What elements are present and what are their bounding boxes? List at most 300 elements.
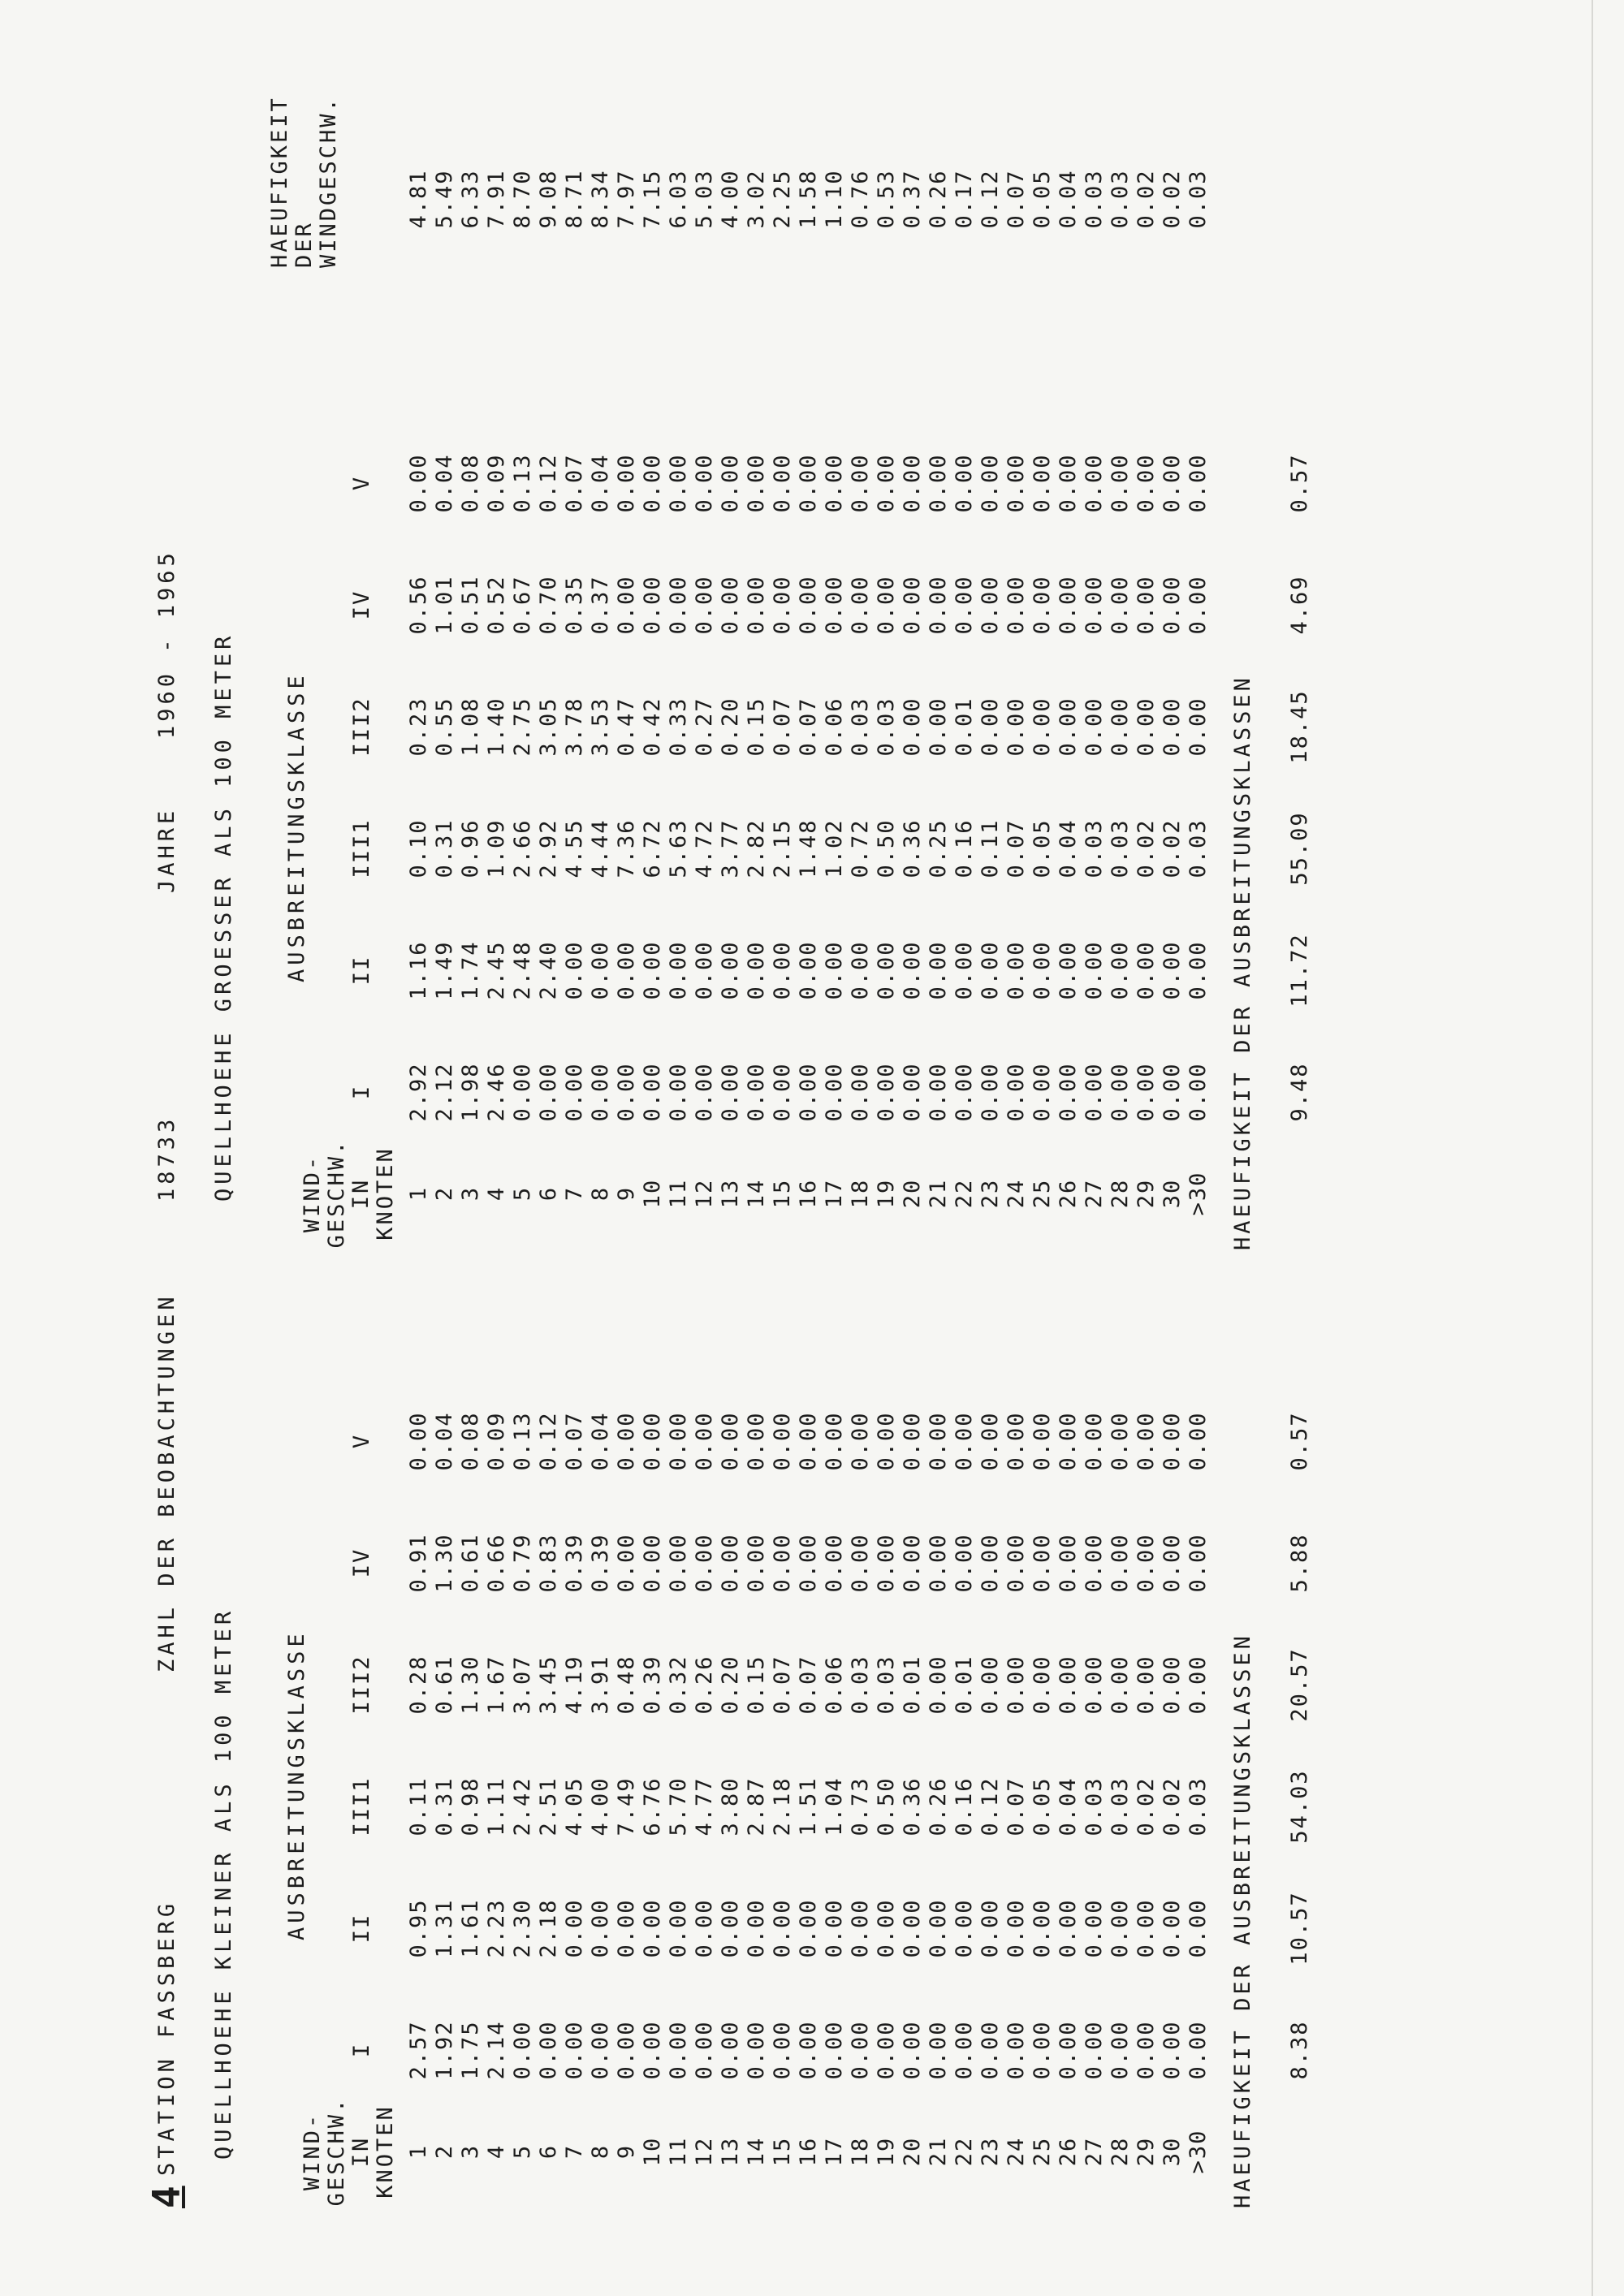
- value-cell: 0.00: [1108, 1062, 1133, 1122]
- value-cell: 0.00: [614, 2020, 639, 2080]
- value-cell: 0.00: [718, 575, 743, 635]
- wind-speed-cell: 13: [718, 1178, 743, 1209]
- value-cell: 3.77: [718, 818, 743, 878]
- table-row: [822, 1193, 848, 2208]
- value-cell: 0.00: [874, 1533, 899, 1593]
- wind-frequency-value: 0.37: [900, 169, 925, 229]
- summary-value: 11.72: [1287, 933, 1312, 1008]
- value-cell: 0.00: [536, 1062, 561, 1122]
- summary-value: 5.88: [1287, 1533, 1312, 1593]
- summary-value: 54.03: [1287, 1769, 1312, 1844]
- value-cell: 1.16: [406, 940, 431, 1000]
- table-row: [614, 1193, 640, 2208]
- value-cell: 0.00: [978, 2020, 1003, 2080]
- wind-speed-header: [300, 2095, 398, 2208]
- table-row: [718, 235, 744, 1250]
- value-cell: 0.00: [718, 940, 743, 1000]
- table-row: [874, 235, 900, 1250]
- value-cell: 0.00: [614, 453, 639, 513]
- value-cell: 0.03: [1186, 1776, 1211, 1836]
- value-cell: 0.00: [926, 1655, 951, 1715]
- value-cell: 0.98: [458, 1776, 483, 1836]
- value-cell: 0.04: [432, 1411, 457, 1471]
- value-cell: 0.00: [1186, 2020, 1211, 2080]
- wind-speed-cell: 24: [1004, 2136, 1029, 2167]
- value-cell: 0.00: [926, 940, 951, 1000]
- value-cell: 3.80: [718, 1776, 743, 1836]
- value-cell: 0.00: [562, 1062, 587, 1122]
- value-cell: 0.00: [1004, 1533, 1029, 1593]
- value-cell: 0.83: [536, 1533, 561, 1593]
- value-cell: 0.00: [770, 1533, 795, 1593]
- value-cell: 0.00: [692, 1533, 717, 1593]
- table-row: [562, 235, 588, 1250]
- wind-frequency-value: 1.10: [822, 169, 847, 229]
- wind-speed-cell: 3: [458, 2143, 483, 2160]
- wind-frequency-value: 3.02: [744, 169, 769, 229]
- wind-speed-cell: >30: [1186, 2129, 1211, 2174]
- value-cell: 0.00: [926, 697, 951, 757]
- value-cell: 0.01: [952, 697, 977, 757]
- table-row: [614, 235, 640, 1250]
- value-cell: 0.04: [1056, 1776, 1081, 1836]
- table-row: [848, 235, 874, 1250]
- value-cell: 0.00: [822, 940, 847, 1000]
- value-cell: 0.04: [588, 1411, 613, 1471]
- column-header: V: [349, 475, 374, 491]
- value-cell: 0.00: [848, 453, 873, 513]
- value-cell: 0.00: [692, 940, 717, 1000]
- value-cell: 0.00: [1030, 1898, 1055, 1958]
- wind-speed-cell: 25: [1030, 1178, 1055, 1209]
- table-row: [1056, 1193, 1082, 2208]
- value-cell: 0.02: [1134, 1776, 1159, 1836]
- value-cell: 0.96: [458, 818, 483, 878]
- value-cell: 0.79: [510, 1533, 535, 1593]
- summary-value: 0.57: [1287, 1411, 1312, 1471]
- value-cell: 0.00: [1030, 575, 1055, 635]
- value-cell: 0.00: [900, 697, 925, 757]
- value-cell: 0.00: [666, 1062, 691, 1122]
- table-row: [588, 235, 614, 1250]
- value-cell: 0.00: [1134, 575, 1159, 635]
- value-cell: 0.11: [406, 1776, 431, 1836]
- value-cell: 2.51: [536, 1776, 561, 1836]
- value-cell: 0.02: [1160, 1776, 1185, 1836]
- value-cell: 0.00: [1082, 2020, 1107, 2080]
- value-cell: 0.55: [432, 697, 457, 757]
- table-row: [1082, 1193, 1108, 2208]
- value-cell: 0.00: [666, 453, 691, 513]
- table-row: [1186, 1193, 1212, 2208]
- value-cell: 0.00: [1186, 1898, 1211, 1958]
- value-cell: 7.36: [614, 818, 639, 878]
- wind-frequency-value: 0.03: [1186, 169, 1211, 229]
- summary-value: 9.48: [1287, 1062, 1312, 1122]
- value-cell: 0.00: [848, 1533, 873, 1593]
- value-cell: 0.00: [666, 575, 691, 635]
- value-cell: 0.00: [900, 1062, 925, 1122]
- value-cell: 0.00: [510, 2020, 535, 2080]
- value-cell: 0.26: [926, 1776, 951, 1836]
- value-cell: 0.00: [1134, 1533, 1159, 1593]
- value-cell: 0.00: [614, 1411, 639, 1471]
- wind-speed-cell: 9: [614, 1185, 639, 1202]
- wind-frequency-value: 0.53: [874, 169, 899, 229]
- value-cell: 0.00: [1004, 575, 1029, 635]
- value-cell: 0.00: [666, 1411, 691, 1471]
- value-cell: 2.18: [536, 1898, 561, 1958]
- value-cell: 1.48: [796, 818, 821, 878]
- wind-speed-cell: 5: [510, 2143, 535, 2160]
- value-cell: 0.61: [432, 1655, 457, 1715]
- value-cell: 0.03: [1082, 1776, 1107, 1836]
- value-cell: 0.16: [952, 818, 977, 878]
- value-cell: 0.00: [744, 453, 769, 513]
- value-cell: 4.44: [588, 818, 613, 878]
- value-cell: 0.00: [822, 1411, 847, 1471]
- value-cell: 2.18: [770, 1776, 795, 1836]
- page-edge-line: [1592, 0, 1593, 2296]
- value-cell: 0.07: [796, 1655, 821, 1715]
- value-cell: 0.00: [588, 1898, 613, 1958]
- table-row: [692, 235, 718, 1250]
- value-cell: 1.01: [432, 575, 457, 635]
- value-cell: 2.48: [510, 940, 535, 1000]
- value-cell: 0.00: [952, 1062, 977, 1122]
- value-cell: 0.42: [640, 697, 665, 757]
- value-cell: 0.00: [900, 575, 925, 635]
- value-cell: 0.00: [978, 453, 1003, 513]
- summary-row: [1287, 235, 1320, 1250]
- value-cell: 0.01: [900, 1655, 925, 1715]
- value-cell: 0.05: [1030, 1776, 1055, 1836]
- value-cell: 0.00: [952, 940, 977, 1000]
- value-cell: 0.00: [1160, 1411, 1185, 1471]
- table-row: [796, 1193, 822, 2208]
- value-cell: 0.03: [874, 1655, 899, 1715]
- value-cell: 0.03: [874, 697, 899, 757]
- table-title: QUELLHOEHE GROESSER ALS 100 METER: [211, 632, 236, 1202]
- value-cell: 2.82: [744, 818, 769, 878]
- wind-speed-cell: 10: [640, 2136, 665, 2167]
- rotated-printout: [130, 32, 1364, 2208]
- value-cell: 0.02: [1134, 818, 1159, 878]
- value-cell: 0.28: [406, 1655, 431, 1715]
- value-cell: 0.03: [1108, 1776, 1133, 1836]
- wind-speed-cell: 15: [770, 1178, 795, 1209]
- value-cell: 0.09: [484, 453, 509, 513]
- table-row: [640, 1193, 666, 2208]
- wind-frequency-value: 0.07: [1004, 169, 1029, 229]
- table-body: [406, 235, 1212, 1250]
- value-cell: 0.00: [1160, 1898, 1185, 1958]
- value-cell: 0.00: [1186, 1411, 1211, 1471]
- value-cell: 2.92: [536, 818, 561, 878]
- value-cell: 0.00: [1108, 453, 1133, 513]
- wind-speed-header-line: WIND-: [300, 1154, 325, 1233]
- value-cell: 0.00: [562, 2020, 587, 2080]
- value-cell: 0.00: [848, 1411, 873, 1471]
- table-row: [1030, 235, 1056, 1250]
- value-cell: 0.00: [640, 1062, 665, 1122]
- table-row: [406, 235, 432, 1250]
- wind-speed-cell: 2: [432, 2143, 457, 2160]
- wind-frequency-value: 1.58: [796, 169, 821, 229]
- value-cell: 0.00: [1056, 1411, 1081, 1471]
- wind-speed-cell: 2: [432, 1185, 457, 1202]
- wind-speed-cell: 25: [1030, 2136, 1055, 2167]
- value-cell: 0.00: [614, 1898, 639, 1958]
- value-cell: 0.00: [926, 1898, 951, 1958]
- value-cell: 1.30: [432, 1533, 457, 1593]
- value-cell: 0.00: [900, 940, 925, 1000]
- value-cell: 0.00: [978, 1533, 1003, 1593]
- value-cell: 1.31: [432, 1898, 457, 1958]
- value-cell: 2.66: [510, 818, 535, 878]
- value-cell: 0.00: [1134, 1062, 1159, 1122]
- value-cell: 2.57: [406, 2020, 431, 2080]
- value-cell: 0.00: [536, 2020, 561, 2080]
- value-cell: 0.52: [484, 575, 509, 635]
- value-cell: 0.00: [1004, 1411, 1029, 1471]
- value-cell: 0.70: [536, 575, 561, 635]
- value-cell: 0.00: [796, 1898, 821, 1958]
- value-cell: 0.00: [1082, 697, 1107, 757]
- value-cell: 0.00: [614, 575, 639, 635]
- wind-frequency-value: 0.02: [1160, 169, 1185, 229]
- value-cell: 0.00: [1030, 940, 1055, 1000]
- table-row: [874, 1193, 900, 2208]
- wind-frequency-value: 0.17: [952, 169, 977, 229]
- table-row: [484, 1193, 510, 2208]
- value-cell: 0.00: [744, 1062, 769, 1122]
- value-cell: 0.07: [770, 1655, 795, 1715]
- value-cell: 0.06: [822, 1655, 847, 1715]
- value-cell: 0.00: [744, 1898, 769, 1958]
- wind-speed-cell: 16: [796, 2136, 821, 2167]
- wind-speed-cell: 24: [1004, 1178, 1029, 1209]
- wind-speed-header-line: GESCHW.: [324, 1138, 349, 1249]
- table-row: [744, 235, 770, 1250]
- table-row: [1160, 1193, 1186, 2208]
- table-row: [510, 235, 536, 1250]
- value-cell: 2.92: [406, 1062, 431, 1122]
- summary-value: 20.57: [1287, 1647, 1312, 1722]
- value-cell: 0.12: [978, 1776, 1003, 1836]
- wind-frequency-value: 8.71: [562, 169, 587, 229]
- value-cell: 0.66: [484, 1533, 509, 1593]
- value-cell: 0.00: [926, 1411, 951, 1471]
- wind-speed-cell: 28: [1108, 1178, 1133, 1209]
- value-cell: 0.00: [926, 1062, 951, 1122]
- wind-frequency-value: 2.25: [770, 169, 795, 229]
- page-number: 4: [145, 2186, 188, 2208]
- value-cell: 6.72: [640, 818, 665, 878]
- value-cell: 0.00: [978, 697, 1003, 757]
- wind-speed-cell: 10: [640, 1178, 665, 1209]
- value-cell: 0.00: [588, 2020, 613, 2080]
- value-cell: 0.00: [1030, 1533, 1055, 1593]
- value-cell: 1.49: [432, 940, 457, 1000]
- value-cell: 0.50: [874, 818, 899, 878]
- value-cell: 0.00: [1160, 1533, 1185, 1593]
- value-cell: 0.00: [1030, 1411, 1055, 1471]
- value-cell: 0.03: [848, 697, 873, 757]
- value-cell: 0.00: [1004, 940, 1029, 1000]
- value-cell: 1.51: [796, 1776, 821, 1836]
- value-cell: 0.00: [952, 1411, 977, 1471]
- value-cell: 1.98: [458, 1062, 483, 1122]
- column-header: V: [349, 1433, 374, 1449]
- wind-speed-cell: 30: [1160, 1178, 1185, 1209]
- value-cell: 0.09: [484, 1411, 509, 1471]
- value-cell: 0.00: [744, 2020, 769, 2080]
- value-cell: 0.00: [1160, 1655, 1185, 1715]
- table-row: [1056, 235, 1082, 1250]
- value-cell: 0.00: [822, 575, 847, 635]
- table-high-source: [211, 235, 1364, 1250]
- wind-speed-cell: 20: [900, 2136, 925, 2167]
- value-cell: 0.00: [666, 1898, 691, 1958]
- value-cell: 0.00: [1056, 1062, 1081, 1122]
- wind-frequency-value: 0.12: [978, 169, 1003, 229]
- wind-frequency-header-line: HAEUFIGKEIT: [267, 96, 292, 268]
- summary-value: 10.57: [1287, 1891, 1312, 1966]
- value-cell: 0.23: [406, 697, 431, 757]
- value-cell: 0.00: [640, 1411, 665, 1471]
- wind-speed-header-line: GESCHW.: [324, 2096, 349, 2207]
- wind-frequency-value: 0.05: [1030, 169, 1055, 229]
- value-cell: 1.30: [458, 1655, 483, 1715]
- value-cell: 0.00: [1004, 1898, 1029, 1958]
- wind-speed-cell: 21: [926, 1178, 951, 1209]
- wind-speed-cell: 17: [822, 1178, 847, 1209]
- summary-value: 0.57: [1287, 453, 1312, 513]
- value-cell: 0.00: [1186, 1062, 1211, 1122]
- value-cell: 0.00: [900, 453, 925, 513]
- wind-speed-cell: 12: [692, 2136, 717, 2167]
- value-cell: 0.39: [562, 1533, 587, 1593]
- wind-frequency-value: 0.04: [1056, 169, 1081, 229]
- value-cell: 0.00: [796, 940, 821, 1000]
- table-row: [1134, 235, 1160, 1250]
- value-cell: 0.00: [1082, 940, 1107, 1000]
- value-cell: 1.74: [458, 940, 483, 1000]
- value-cell: 0.03: [1108, 818, 1133, 878]
- value-cell: 0.56: [406, 575, 431, 635]
- value-cell: 0.31: [432, 818, 457, 878]
- summary-title: HAEUFIGKEIT DER AUSBREITUNGSKLASSEN: [1230, 1633, 1255, 2208]
- value-cell: 0.00: [1030, 2020, 1055, 2080]
- wind-speed-cell: 23: [978, 1178, 1003, 1209]
- table-row: [1186, 235, 1212, 1250]
- value-cell: 0.13: [510, 453, 535, 513]
- value-cell: 0.00: [874, 1411, 899, 1471]
- value-cell: 0.00: [588, 940, 613, 1000]
- table-row: [510, 1193, 536, 2208]
- wind-speed-cell: 9: [614, 2143, 639, 2160]
- value-cell: 0.00: [1004, 453, 1029, 513]
- value-cell: 0.00: [1030, 697, 1055, 757]
- value-cell: 0.00: [640, 1898, 665, 1958]
- wind-frequency-value: 9.08: [536, 169, 561, 229]
- value-cell: 0.50: [874, 1776, 899, 1836]
- value-cell: 0.00: [1082, 1411, 1107, 1471]
- wind-speed-header: [300, 1137, 398, 1250]
- wind-frequency-value: 6.03: [666, 169, 691, 229]
- value-cell: 0.00: [692, 575, 717, 635]
- value-cell: 0.00: [796, 453, 821, 513]
- wind-speed-cell: 26: [1056, 2136, 1081, 2167]
- value-cell: 0.00: [770, 2020, 795, 2080]
- table-row: [1004, 1193, 1030, 2208]
- value-cell: 0.25: [926, 818, 951, 878]
- table-row: [484, 235, 510, 1250]
- table-row: [900, 1193, 926, 2208]
- value-cell: 0.00: [770, 575, 795, 635]
- wind-speed-cell: 13: [718, 2136, 743, 2167]
- wind-frequency-value: 0.03: [1108, 169, 1133, 229]
- value-cell: 0.00: [1134, 453, 1159, 513]
- wind-frequency-value: 5.49: [432, 169, 457, 229]
- value-cell: 2.12: [432, 1062, 457, 1122]
- column-header: III2: [349, 697, 374, 757]
- wind-speed-header-line: KNOTEN: [373, 1146, 398, 1241]
- value-cell: 0.00: [978, 1898, 1003, 1958]
- value-cell: 4.72: [692, 818, 717, 878]
- value-cell: 0.00: [1108, 2020, 1133, 2080]
- value-cell: 0.00: [614, 1062, 639, 1122]
- value-cell: 0.04: [1056, 818, 1081, 878]
- wind-speed-cell: 29: [1134, 1178, 1159, 1209]
- value-cell: 0.00: [1056, 575, 1081, 635]
- value-cell: 0.00: [796, 1062, 821, 1122]
- value-cell: 0.00: [744, 575, 769, 635]
- value-cell: 0.00: [1108, 697, 1133, 757]
- value-cell: 0.51: [458, 575, 483, 635]
- value-cell: 0.00: [1056, 697, 1081, 757]
- value-cell: 0.39: [588, 1533, 613, 1593]
- value-cell: 0.00: [1108, 1655, 1133, 1715]
- value-cell: 0.31: [432, 1776, 457, 1836]
- value-cell: 2.15: [770, 818, 795, 878]
- observations-count: 18733: [154, 1115, 179, 1202]
- value-cell: 2.75: [510, 697, 535, 757]
- value-cell: 0.00: [952, 1898, 977, 1958]
- wind-frequency-value: 0.26: [926, 169, 951, 229]
- wind-speed-cell: 5: [510, 1185, 535, 1202]
- value-cell: 0.00: [822, 1062, 847, 1122]
- wind-frequency-value: 0.76: [848, 169, 873, 229]
- table-row: [432, 235, 458, 1250]
- value-cell: 0.00: [1082, 1062, 1107, 1122]
- table-row: [848, 1193, 874, 2208]
- wind-speed-cell: 27: [1082, 1178, 1107, 1209]
- value-cell: 0.00: [874, 1898, 899, 1958]
- value-cell: 2.14: [484, 2020, 509, 2080]
- wind-frequency-value: 5.03: [692, 169, 717, 229]
- value-cell: 0.00: [744, 1411, 769, 1471]
- value-cell: 0.00: [900, 1898, 925, 1958]
- wind-frequency-value: 4.81: [406, 169, 431, 229]
- value-cell: 0.07: [1004, 818, 1029, 878]
- wind-speed-cell: 3: [458, 1185, 483, 1202]
- value-cell: 2.46: [484, 1062, 509, 1122]
- wind-speed-cell: 20: [900, 1178, 925, 1209]
- column-header: III2: [349, 1655, 374, 1715]
- value-cell: 0.00: [1160, 575, 1185, 635]
